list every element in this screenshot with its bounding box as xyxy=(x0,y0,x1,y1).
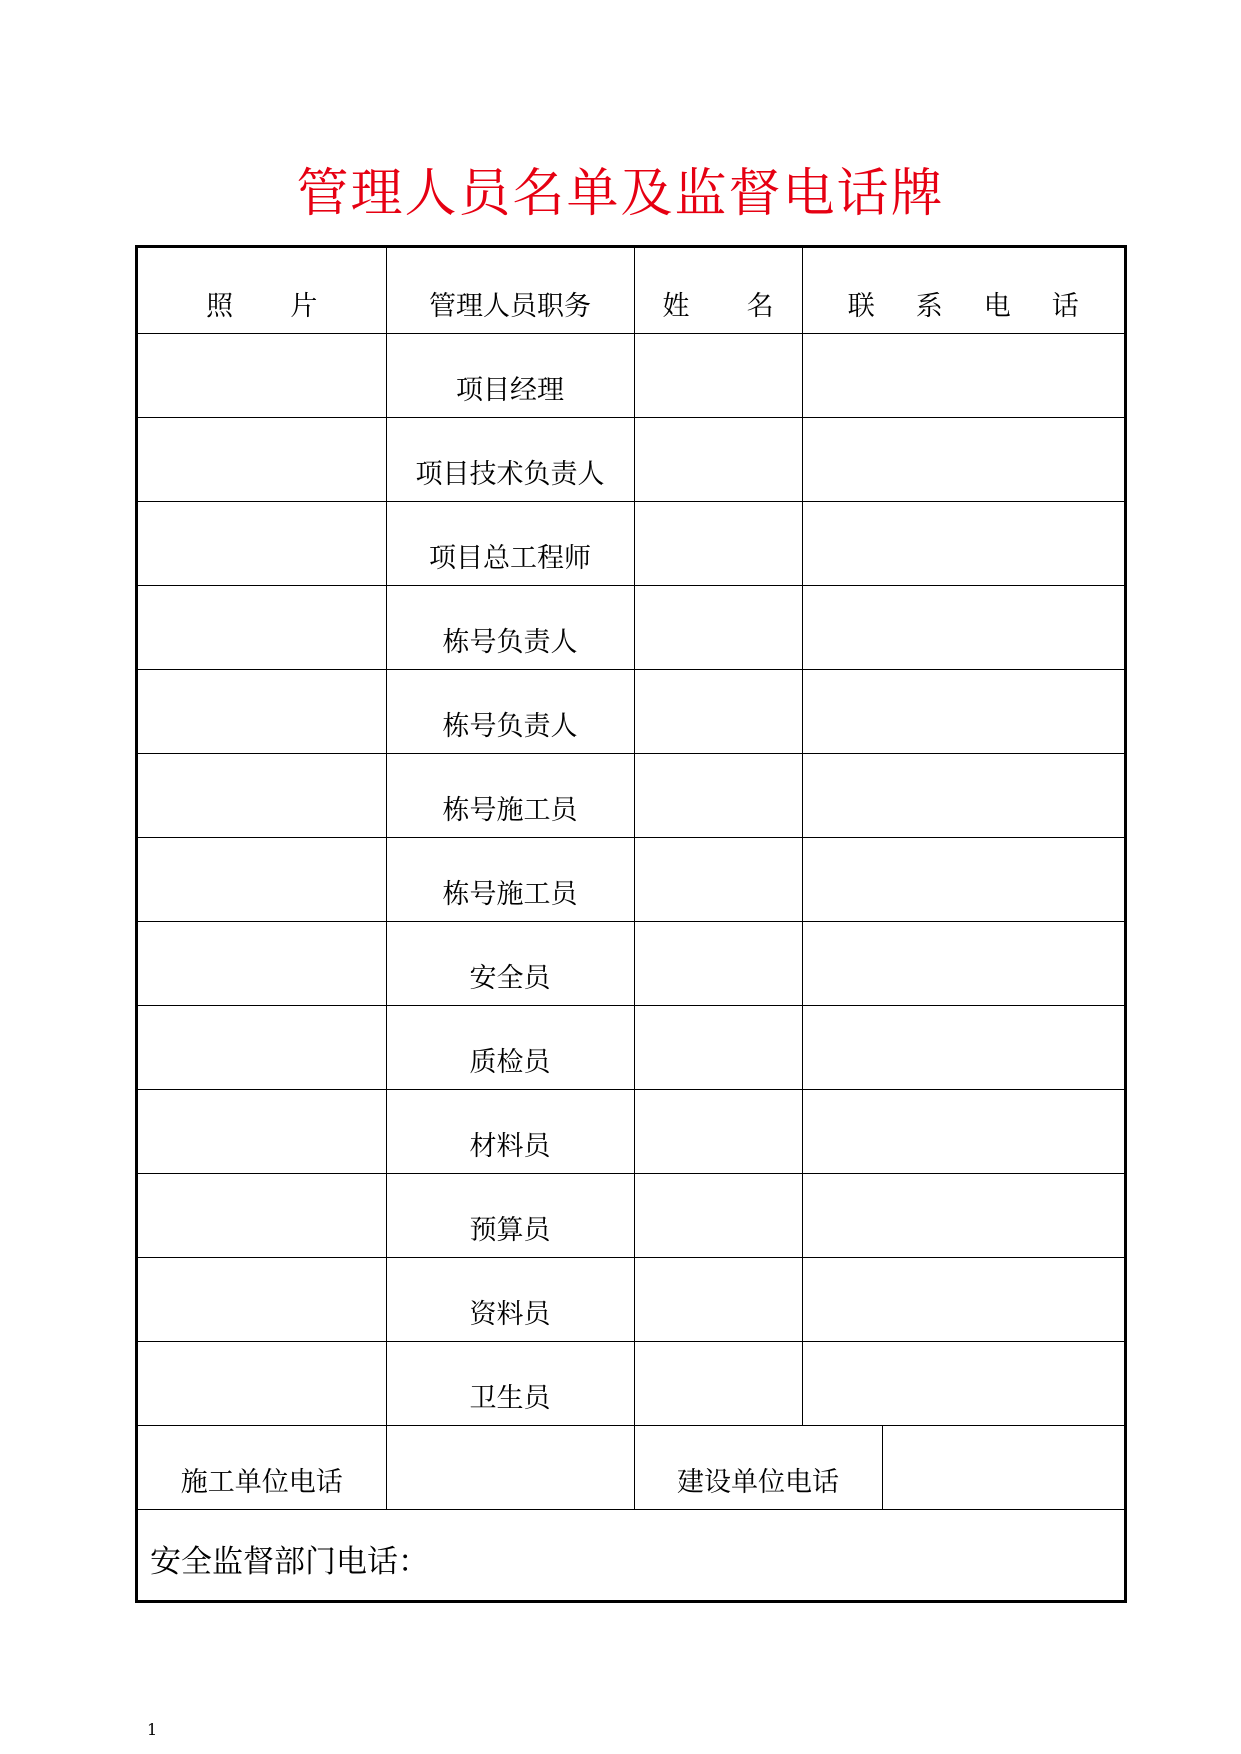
phone-cell xyxy=(802,837,1124,921)
name-cell xyxy=(634,921,802,1005)
position-cell: 栋号施工员 xyxy=(386,837,634,921)
table-row xyxy=(138,417,1124,501)
roster-sheet xyxy=(135,245,1127,1603)
table-row xyxy=(138,1173,1124,1257)
photo-cell xyxy=(138,753,386,837)
header-photo: 照 片 xyxy=(138,248,386,333)
position-cell: 资料员 xyxy=(386,1257,634,1341)
phone-cell xyxy=(802,417,1124,501)
table-row xyxy=(138,501,1124,585)
table-row xyxy=(138,1089,1124,1173)
photo-cell xyxy=(138,333,386,417)
header-name: 姓 名 xyxy=(634,248,802,333)
name-cell xyxy=(634,585,802,669)
construction-unit-phone-value xyxy=(386,1425,634,1509)
photo-cell xyxy=(138,1005,386,1089)
position-cell: 栋号施工员 xyxy=(386,753,634,837)
phone-cell xyxy=(802,501,1124,585)
phone-cell xyxy=(802,1257,1124,1341)
name-cell xyxy=(634,1341,802,1425)
position-cell: 预算员 xyxy=(386,1173,634,1257)
table-row xyxy=(138,669,1124,753)
name-cell xyxy=(634,753,802,837)
header-phone: 联 系 电 话 xyxy=(802,248,1124,333)
photo-cell xyxy=(138,585,386,669)
phone-cell xyxy=(802,753,1124,837)
name-cell xyxy=(634,1089,802,1173)
position-cell: 项目技术负责人 xyxy=(386,417,634,501)
table-row xyxy=(138,333,1124,417)
position-cell: 项目总工程师 xyxy=(386,501,634,585)
client-unit-phone-label: 建设单位电话 xyxy=(634,1425,882,1509)
position-cell: 安全员 xyxy=(386,921,634,1005)
name-cell xyxy=(634,1257,802,1341)
phone-cell xyxy=(802,1341,1124,1425)
phone-cell xyxy=(802,1005,1124,1089)
photo-cell xyxy=(138,1089,386,1173)
safety-supervision-row xyxy=(138,1509,1124,1608)
photo-cell xyxy=(138,837,386,921)
photo-cell xyxy=(138,1341,386,1425)
name-cell xyxy=(634,417,802,501)
table-header-row xyxy=(138,248,1124,333)
table-row xyxy=(138,921,1124,1005)
table-row xyxy=(138,1257,1124,1341)
photo-cell xyxy=(138,1257,386,1341)
name-cell xyxy=(634,669,802,753)
position-cell: 栋号负责人 xyxy=(386,585,634,669)
position-cell: 材料员 xyxy=(386,1089,634,1173)
table-row xyxy=(138,753,1124,837)
construction-unit-phone-label: 施工单位电话 xyxy=(138,1425,386,1509)
photo-cell xyxy=(138,921,386,1005)
client-unit-phone-value xyxy=(882,1425,1124,1509)
table-row xyxy=(138,585,1124,669)
position-cell: 项目经理 xyxy=(386,333,634,417)
photo-cell xyxy=(138,1173,386,1257)
name-cell xyxy=(634,501,802,585)
table-row xyxy=(138,1005,1124,1089)
phone-cell xyxy=(802,585,1124,669)
phone-cell xyxy=(802,333,1124,417)
unit-phone-row xyxy=(138,1425,1124,1509)
name-cell xyxy=(634,333,802,417)
document-title: 管理人员名单及监督电话牌 xyxy=(296,164,945,224)
safety-supervision-phone-label: 安全监督部门电话： xyxy=(138,1509,1124,1608)
phone-cell xyxy=(802,921,1124,1005)
phone-cell xyxy=(802,669,1124,753)
header-position: 管理人员职务 xyxy=(386,248,634,333)
table-row xyxy=(138,837,1124,921)
page-number: 1 xyxy=(147,1720,158,1739)
staff-roster-table xyxy=(138,248,1124,1608)
phone-cell xyxy=(802,1089,1124,1173)
position-cell: 卫生员 xyxy=(386,1341,634,1425)
phone-cell xyxy=(802,1173,1124,1257)
position-cell: 质检员 xyxy=(386,1005,634,1089)
photo-cell xyxy=(138,501,386,585)
photo-cell xyxy=(138,669,386,753)
position-cell: 栋号负责人 xyxy=(386,669,634,753)
photo-cell xyxy=(138,417,386,501)
table-row xyxy=(138,1341,1124,1425)
name-cell xyxy=(634,1005,802,1089)
name-cell xyxy=(634,837,802,921)
name-cell xyxy=(634,1173,802,1257)
